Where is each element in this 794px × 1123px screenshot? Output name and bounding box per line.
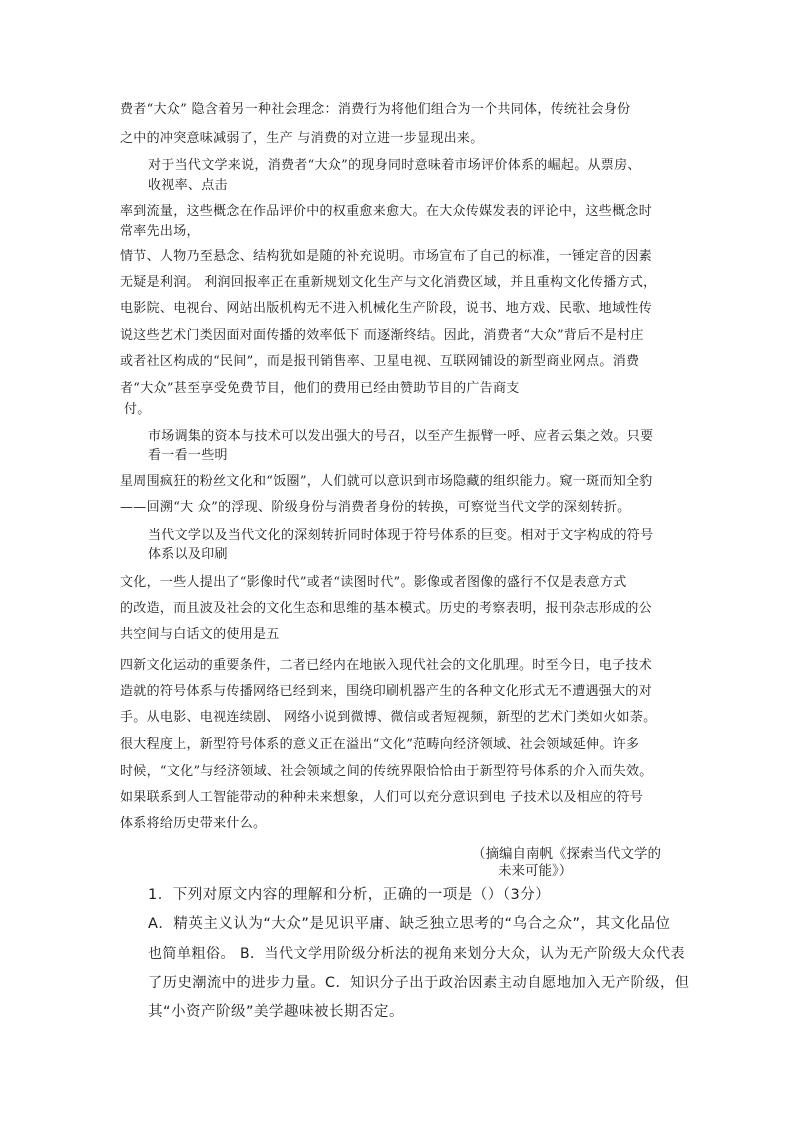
passage-line: 无疑是利润。 利润回报率正在重新规划文化生产与文化消费区域，并且重构文化传播方式， (120, 275, 657, 290)
passage-line: 造就的符号体系与传播网络已经到来，围绕印刷机器产生的各种文化形式无不遭遇强大的对 (120, 684, 653, 699)
passage-line: 对于当代文学来说，消费者“大众”的现身同时意味着市场评价体系的崛起。从票房、 (148, 158, 641, 173)
source-line: （摘编自南帆《探索当代文学的 (472, 846, 661, 862)
passage-line: 四新文化运动的重要条件，二者已经内在地嵌入现代社会的文化肌理。时至今日，电子技术 (120, 658, 653, 673)
passage-line: 或者社区构成的“民间”，而是报刊销售率、卫星电视、互联网铺设的新型商业网点。消费 (120, 354, 640, 369)
source-line: 未来可能》） (498, 863, 573, 879)
passage-line: 付。 (124, 402, 151, 417)
passage-line: 如果联系到人工智能带动的种种未来想象，人们可以充分意识到电 子技术以及相应的符号 (120, 790, 644, 805)
passage-line: 者“大众”甚至享受免费节目，他们的费用已经由赞助节目的广告商支 (120, 381, 520, 396)
passage-line: 收视率、点击 (148, 178, 228, 193)
passage-line: 率到流量，这些概念在作品评价中的权重愈来愈大。在大众传媒发表的评论中，这些概念时 (120, 204, 653, 219)
passage-line: 情节、人物乃至悬念、结构犹如是随的补充说明。市场宣布了自己的标准，一锤定音的因素 (120, 249, 653, 264)
passage-line: ——回溯“大 众”的浮现、阶级身份与消费者身份的转换，可察觉当代文学的深刻转折。 (120, 500, 631, 515)
passage-line: 共空间与白话文的使用是五 (120, 627, 280, 642)
passage-line: 的改造，而且波及社会的文化生态和思维的基本模式。历史的考察表明，报刊杂志形成的公 (120, 601, 653, 616)
passage-line: 当代文学以及当代文化的深刻转折同时体现于符号体系的巨变。相对于文字构成的符号 (148, 528, 654, 543)
passage-line: 时候，“文化”与经济领域、社会领域之间的传统界限恰恰由于新型符号体系的介入而失效。 (120, 764, 653, 779)
passage-line: 体系将给历史带来什么。 (120, 816, 267, 831)
passage-line: 星周围疯狂的粉丝文化和“饭圈”，人们就可以意识到市场隐藏的组织能力。窥一斑而知全豹 (120, 474, 653, 489)
passage-line: 常率先出场， (120, 224, 200, 239)
question-option-line: 了历史潮流中的进步力量。C．知识分子出于政治因素主动自愿地加入无产阶级，但 (148, 975, 690, 991)
question-option-line: A．精英主义认为“大众”是见识平庸、缺乏独立思考的“乌合之众”，其文化品位 (148, 916, 671, 932)
passage-line: 体系以及印刷 (148, 547, 228, 562)
question-stem: 1．下列对原文内容的理解和分析，正确的一项是（）（3分） (148, 887, 551, 903)
passage-line: 说这些艺术门类因面对面传播的效率低下 而逐渐终结。因此，消费者“大众”背后不是村庄 (120, 328, 644, 343)
passage-line: 手。从电影、电视连续剧、 网络小说到微博、微信或者短视频，新型的艺术门类如火如荼。 (120, 710, 657, 725)
passage-line: 市场调集的资本与技术可以发出强大的号召，以至产生振臂一呼、应者云集之效。只要 (148, 429, 654, 444)
passage-line: 电影院、电视台、网站出版机构无不进入机械化生产阶段，说书、地方戏、民歌、地域性传 (120, 301, 653, 316)
passage-line: 之中的冲突意味减弱了，生产 与消费的对立进一步显现出来。 (120, 131, 484, 146)
passage-line: 很大程度上，新型符号体系的意义正在溢出“文化”范畴向经济领域、社会领域延伸。许多 (120, 737, 640, 752)
passage-line: 费者“大众” 隐含着另一种社会理念：消费行为将他们组合为一个共同体，传统社会身份 (120, 102, 631, 117)
passage-line: 看一看一些明 (148, 448, 228, 463)
question-option-line: 其“小资产阶级”美学趣味被长期否定。 (148, 1004, 405, 1020)
passage-line: 文化，一些人提出了“影像时代”或者“读图时代”。影像或者图像的盛行不仅是表意方式 (120, 575, 627, 590)
question-option-line: 也简单粗俗。 B．当代文学用阶级分析法的视角来划分大众，认为无产阶级大众代表 (148, 946, 686, 962)
